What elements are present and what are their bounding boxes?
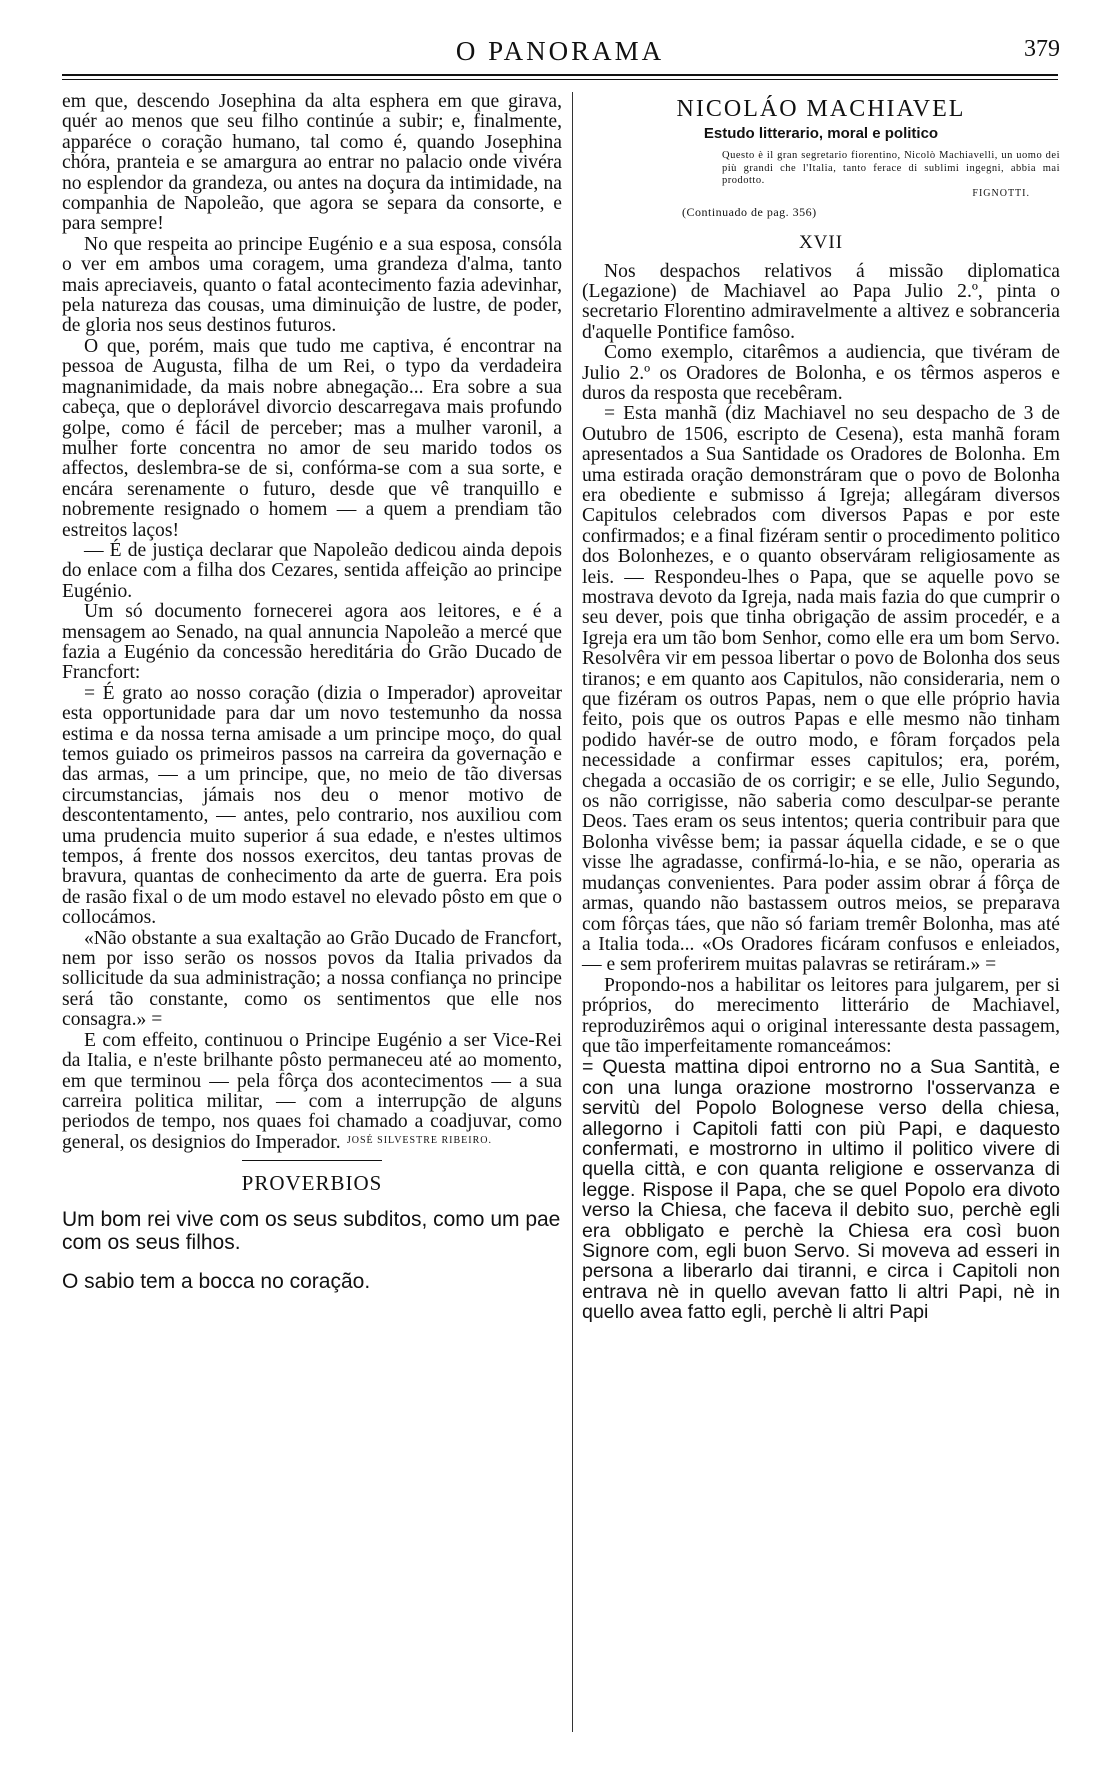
section-divider <box>242 1160 382 1161</box>
header-rule-thin <box>62 79 1058 80</box>
article-title: NICOLÁO MACHIAVEL <box>676 96 966 122</box>
proverb: O sabio tem a bocca no coração. <box>62 1270 371 1294</box>
paragraph: = É grato ao nosso coração (dizia o Imperador) aproveitar esta opportunidade para dar um novo testemunho da nossa estima e da nossa terna amisade a um principe moço, do qual temos guiado os primeiros passos na carreira da governação e das armas, — a um principe, que, no meio de tão diversas circumstancias, jámais nos deu o menor motivo de descontentamento, — antes, pelo contrario, nos auxiliou com uma prudencia muito superior á sua edade, e n'estes ultimos tempos, á frente dos nossos exercitos, deu tantas provas de bravura, quantas de conhecimento da arte de guerra. Era pois de rasão fixal o de um modo estavel no elevado pôsto em que o collocámos. <box>62 682 562 929</box>
paragraph: — É de justiça declarar que Napoleão dedicou ainda depois do enlace com a filha dos Cezares, sentida affeição ao principe Eugénio. <box>62 539 562 602</box>
article-subtitle: Estudo litterario, moral e politico <box>703 125 939 142</box>
paragraph: Nos despachos relativos á missão diplomatica (Legazione) de Machiavel ao Papa Julio 2.º, pinta o secretario Florentino admiravelmente a altivez e sobranceria d'aquelle Pontifice famôso. <box>582 260 1060 343</box>
paragraph: = Esta manhã (diz Machiavel no seu despacho de 3 de Outubro de 1506, escripto de Cesena), esta manhã foram apresentados a Sua Santidade os Oradores de Bolonha. Em uma estirada oração demonstráram que o povo de Bolonha era obediente e submisso á Igreja; allegáram diversos Capitulos celebrados com diversos Papas e por este confirmados; e a final fizéram sentir o procedimento politico dos Bolonhezes, e o quanto observáram religiosamente as leis. — Respondeu-lhes o Papa, que se aquelle povo se mostrava devoto da Igreja, nada mais fazia do que cumprir o seu dever, pois que tinha obrigação de assim procedér, e a Igreja era um tão bom Senhor, como elle era um bom Servo. Resolvêra vir em pessoa libertar o povo de Bolonha dos seus tiranos; e em quanto aos Capitulos, não consideraria, nem o que fizéram os outros Papas, nem o que elle próprio havia feito, pois que os outros Papas e elle mesmo não tinham podido havér-se de outro modo, e fôram forçados pela necessidade a confirmar esses capitulos; era, porém, chegada a occasião de os corrigir; e se elle, Julio Segundo, os não corrigisse, não saberia como desculpar-se perante Deos. Taes eram os seus intentos; queria contribuir para que Bolonha vivêsse bem; ia passar áquella cidade, e se o que visse lhe agradasse, confirmá-lo-hia, e se não, operaria as mudanças convenientes. Para poder assim obrar á fôrça de armas, quando não bastassem outros meios, se preparava com fôrças táes, que não só fariam tremêr Bolonha, mas até a Italia toda... «Os Oradores ficáram confusos e enleiados, — e sem proferirem muitas palavras se retiráram.» = <box>582 403 1060 976</box>
epigraph: Questo è il gran segretario fiorentino, Nicolò Machiavelli, un uomo dei più grandi che l'Italia, tanto ferace di sublimi ingegni, abbia mai prodotto. <box>722 150 1060 186</box>
paragraph: E com effeito, continuou o Principe Eugénio a ser Vice-Rei da Italia, e n'este brilhante pôsto permaneceu até ao momento, em que terminou — pela fôrça dos acontecimentos — a sua carreira politica militar, — com a interrupção de alguns periodos de tempo, nos quaes foi chamado a coadjuvar, como general, os designios do Imperador. <box>62 1029 562 1153</box>
italian-quote: = Questa mattina dipoi entrorno no a Sua Santità, e con una lunga orazione mostrorno l'osservanza e servitù del Popolo Bolognese verso della chiesa, allegorno i Capitoli fatti con più Papi, e daquesto confermati, e mostrorno in ultimo il politico vivere di quella città, e con quanta religione e osservanza di legge. Rispose il Papa, che se quel Popolo era divoto verso la Chiesa, che faceva il debito suo, perchè egli era obbligato e perchè la Chiesa era così buon Signore com, egli buon Servo. Si moveva ad esseri in persona a liberarlo dai tiranni, e circa i Capitoli non entrava nè in quello avevan fatto li altri Papi, nè in quello avea fatto egli, perchè li altri Papi <box>582 1056 1060 1324</box>
page-number: 379 <box>1024 36 1060 62</box>
header-rule <box>62 74 1058 76</box>
right-column <box>582 92 1060 1323</box>
paragraph: Um só documento fornecerei agora aos leitores, e é a mensagem ao Senado, na qual annuncia Napoleão a mercé que fazia a Eugénio da concessão hereditária do Grão Ducado de Francfort: <box>62 601 562 684</box>
proverb: Um bom rei vive com os seus subditos, como um pae com os seus filhos. <box>62 1208 561 1255</box>
column-separator <box>572 92 573 1732</box>
epigraph-author: FIGNOTTI. <box>972 187 1030 199</box>
page-header <box>60 30 1060 78</box>
paragraph: Como exemplo, citarêmos a audiencia, que tivéram de Julio 2.º os Oradores de Bolonha, e os têrmos asperos e duros da resposta que recebêram. <box>582 342 1060 404</box>
paragraph: em que, descendo Josephina da alta esphera em que girava, quér ao menos que seu filho continúe a subir; e, finalmente, apparéce o coração humano, tal como é, quando Josephina chóra, pranteia e se amargura ao entrar no palacio onde vivéra no esplendor da grandeza, ou antes na doçura da intimidade, na companhia de Napoleão, que agora se separa da consorte, e para sempre! <box>62 91 562 235</box>
paragraph: O que, porém, mais que tudo me captiva, é encontrar na pessoa de Augusta, filha de um Rei, o typo da verdadeira magnanimidade, da mais nobre abnegação... Era sobre a sua cabeça, que o deplorável divorcio descarregava mais profundo golpe, como é fácil de perceber; mas a mulher varonil, a mulher forte concentra no amor de seu marido todos os affectos, deslembra-se de si, confórma-se com a sua sorte, e encára serenamente o futuro, desde que vê tranquillo e nobremente resignado o homem — a quem a prendiam tão estreitos laços! <box>62 335 562 541</box>
proverbs-title: PROVERBIOS <box>241 1171 383 1196</box>
continuation-note: (Continuado de pag. 356) <box>682 204 817 219</box>
paragraph: «Não obstante a sua exaltação ao Grão Ducado de Francfort, nem por isso serão os nossos povos da Italia privados da sollicitude da sua administração; a nossa confiança no principe será tão constante, como os sentimentos que elle nos consagra.» = <box>62 927 562 1031</box>
newspaper-title: O PANORAMA <box>455 36 665 66</box>
left-column <box>62 92 562 1309</box>
paragraph: No que respeita ao principe Eugénio e a sua esposa, consóla o ver em ambos uma coragem, uma grandeza d'alma, tanto mais apreciaveis, quanto o fatal acontecimento fazia adevinhar, pela natureza das cousas, uma diminuição de lustre, de poder, de gloria nos seus destinos futuros. <box>62 233 562 337</box>
paragraph: Propondo-nos a habilitar os leitores para julgarem, per si próprios, do merecimento litterário de Machiavel, reproduzirêmos aqui o original interessante desta passagem, que tão imperfeitamente romanceámos: <box>582 974 1060 1057</box>
section-number: XVII <box>798 231 844 253</box>
author-signature: JOSÉ SILVESTRE RIBEIRO. <box>346 1135 492 1147</box>
